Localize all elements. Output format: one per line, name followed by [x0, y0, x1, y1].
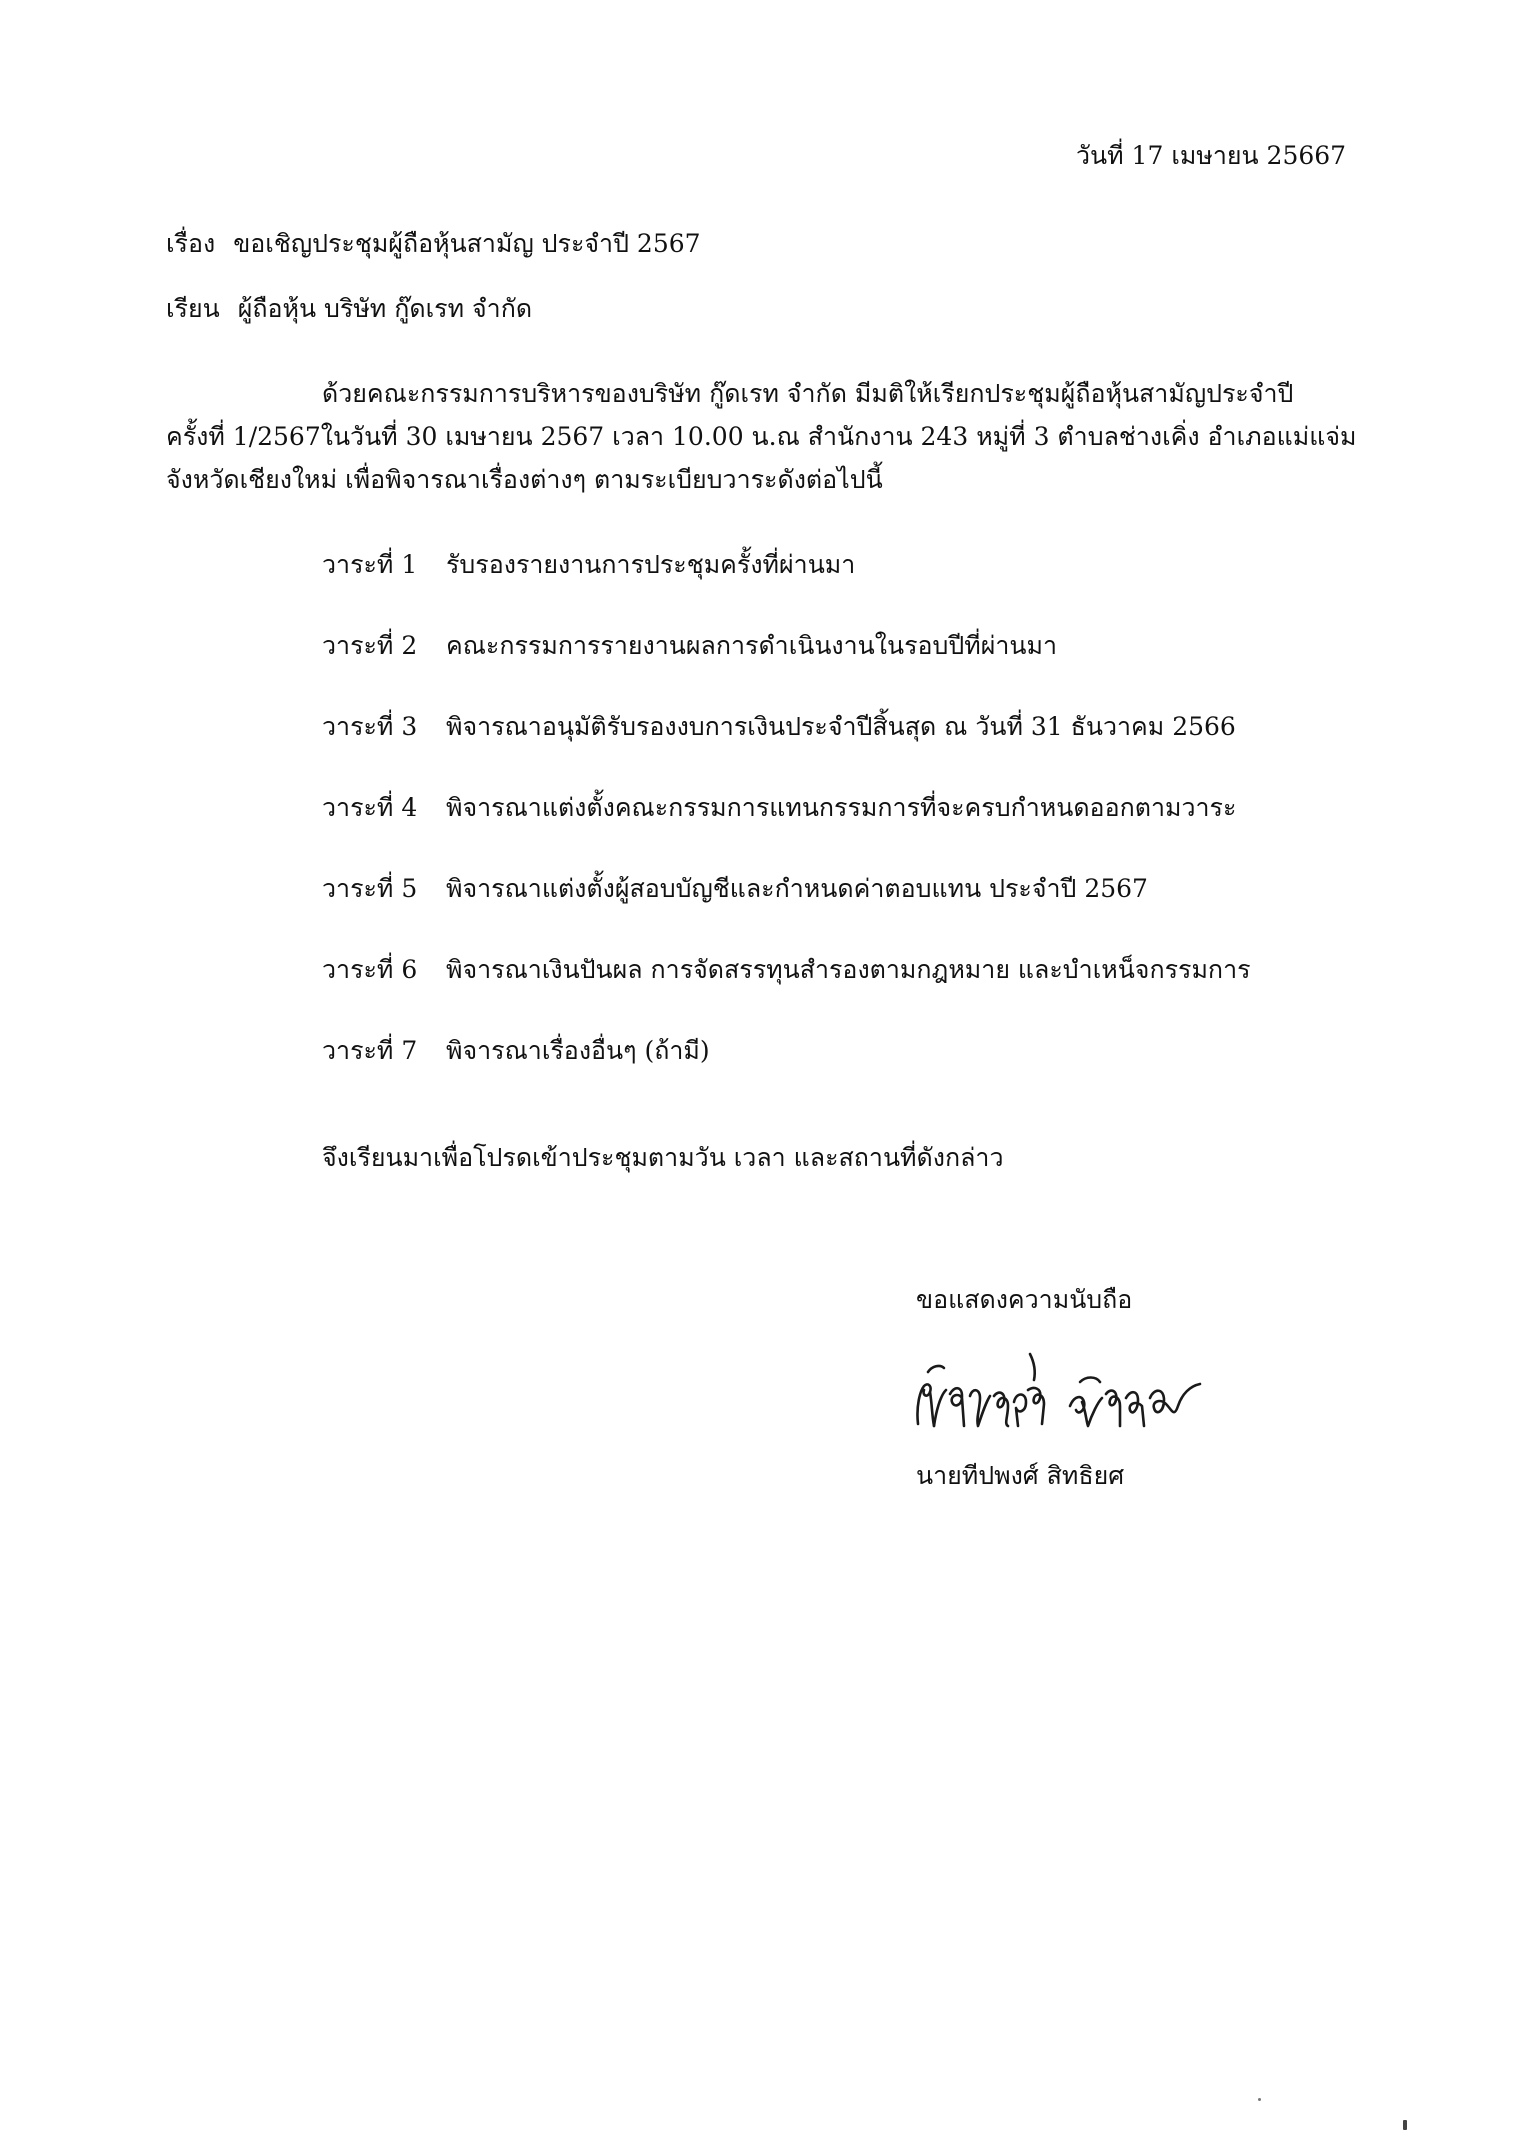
body-line: ด้วยคณะกรรมการบริหารของบริษัท กู๊ดเรท จำกัด มีมติให้เรียกประชุมผู้ถือหุ้นสามัญประจำปี [322, 379, 1294, 408]
recipient-line [166, 291, 532, 327]
agenda-number: วาระที่ 6 [322, 955, 418, 984]
letter-date: วันที่ 17 เมษายน 25667 [1076, 141, 1347, 170]
agenda-text: พิจารณาเรื่องอื่นๆ (ถ้ามี) [446, 1036, 710, 1065]
scan-speck [1258, 2098, 1261, 2101]
subject-text: ขอเชิญประชุมผู้ถือหุ้นสามัญ ประจำปี 2567 [233, 229, 701, 258]
agenda-text: รับรองรายงานการประชุมครั้งที่ผ่านมา [446, 550, 856, 579]
agenda-item [322, 547, 1352, 628]
agenda-text: พิจารณาเงินปันผล การจัดสรรทุนสำรองตามกฎหมาย และบำเหน็จกรรมการ [446, 955, 1251, 984]
signature-block [916, 1282, 1276, 1494]
agenda-text: พิจารณาแต่งตั้งคณะกรรมการแทนกรรมการที่จะครบกำหนดออกตามวาระ [446, 793, 1237, 822]
agenda-item [322, 709, 1352, 790]
agenda-item [322, 790, 1352, 871]
closing-line: จึงเรียนมาเพื่อโปรดเข้าประชุมตามวัน เวลา และสถานที่ดังกล่าว [322, 1143, 1004, 1172]
handwritten-signature [910, 1346, 1210, 1436]
recipient-text: ผู้ถือหุ้น บริษัท กู๊ดเรท จำกัด [237, 294, 533, 323]
regards-text: ขอแสดงความนับถือ [916, 1285, 1133, 1314]
agenda-number: วาระที่ 2 [322, 631, 418, 660]
body-paragraph [166, 372, 1357, 501]
agenda-item [322, 952, 1352, 1033]
agenda-text: พิจารณาแต่งตั้งผู้สอบบัญชีและกำหนดค่าตอบแทน ประจำปี 2567 [446, 874, 1148, 903]
agenda-text: คณะกรรมการรายงานผลการดำเนินงานในรอบปีที่ผ่านมา [446, 631, 1058, 660]
subject-line [166, 226, 701, 262]
agenda-number: วาระที่ 5 [322, 874, 418, 903]
agenda-item [322, 871, 1352, 952]
scan-speck [1403, 2120, 1407, 2130]
subject-label: เรื่อง [166, 229, 216, 258]
body-line: จังหวัดเชียงใหม่ เพื่อพิจารณาเรื่องต่างๆ ตามระเบียบวาระดังต่อไปนี้ [166, 465, 883, 494]
agenda-number: วาระที่ 1 [322, 550, 418, 579]
agenda-number: วาระที่ 4 [322, 793, 418, 822]
agenda-number: วาระที่ 3 [322, 712, 418, 741]
agenda-number: วาระที่ 7 [322, 1036, 418, 1065]
body-line: ครั้งที่ 1/2567ในวันที่ 30 เมษายน 2567 เวลา 10.00 น.ณ สำนักงาน 243 หมู่ที่ 3 ตำบลช่างเคิ่ง อำเภอแม่แจ่ม [166, 422, 1357, 451]
agenda-item [322, 1033, 1352, 1114]
agenda-item [322, 628, 1352, 709]
agenda-text: พิจารณาอนุมัติรับรองงบการเงินประจำปีสิ้นสุด ณ วันที่ 31 ธันวาคม 2566 [446, 712, 1236, 741]
agenda-list [322, 547, 1352, 1114]
signer-name: นายทีปพงศ์ สิทธิยศ [916, 1461, 1125, 1490]
recipient-label: เรียน [166, 294, 220, 323]
